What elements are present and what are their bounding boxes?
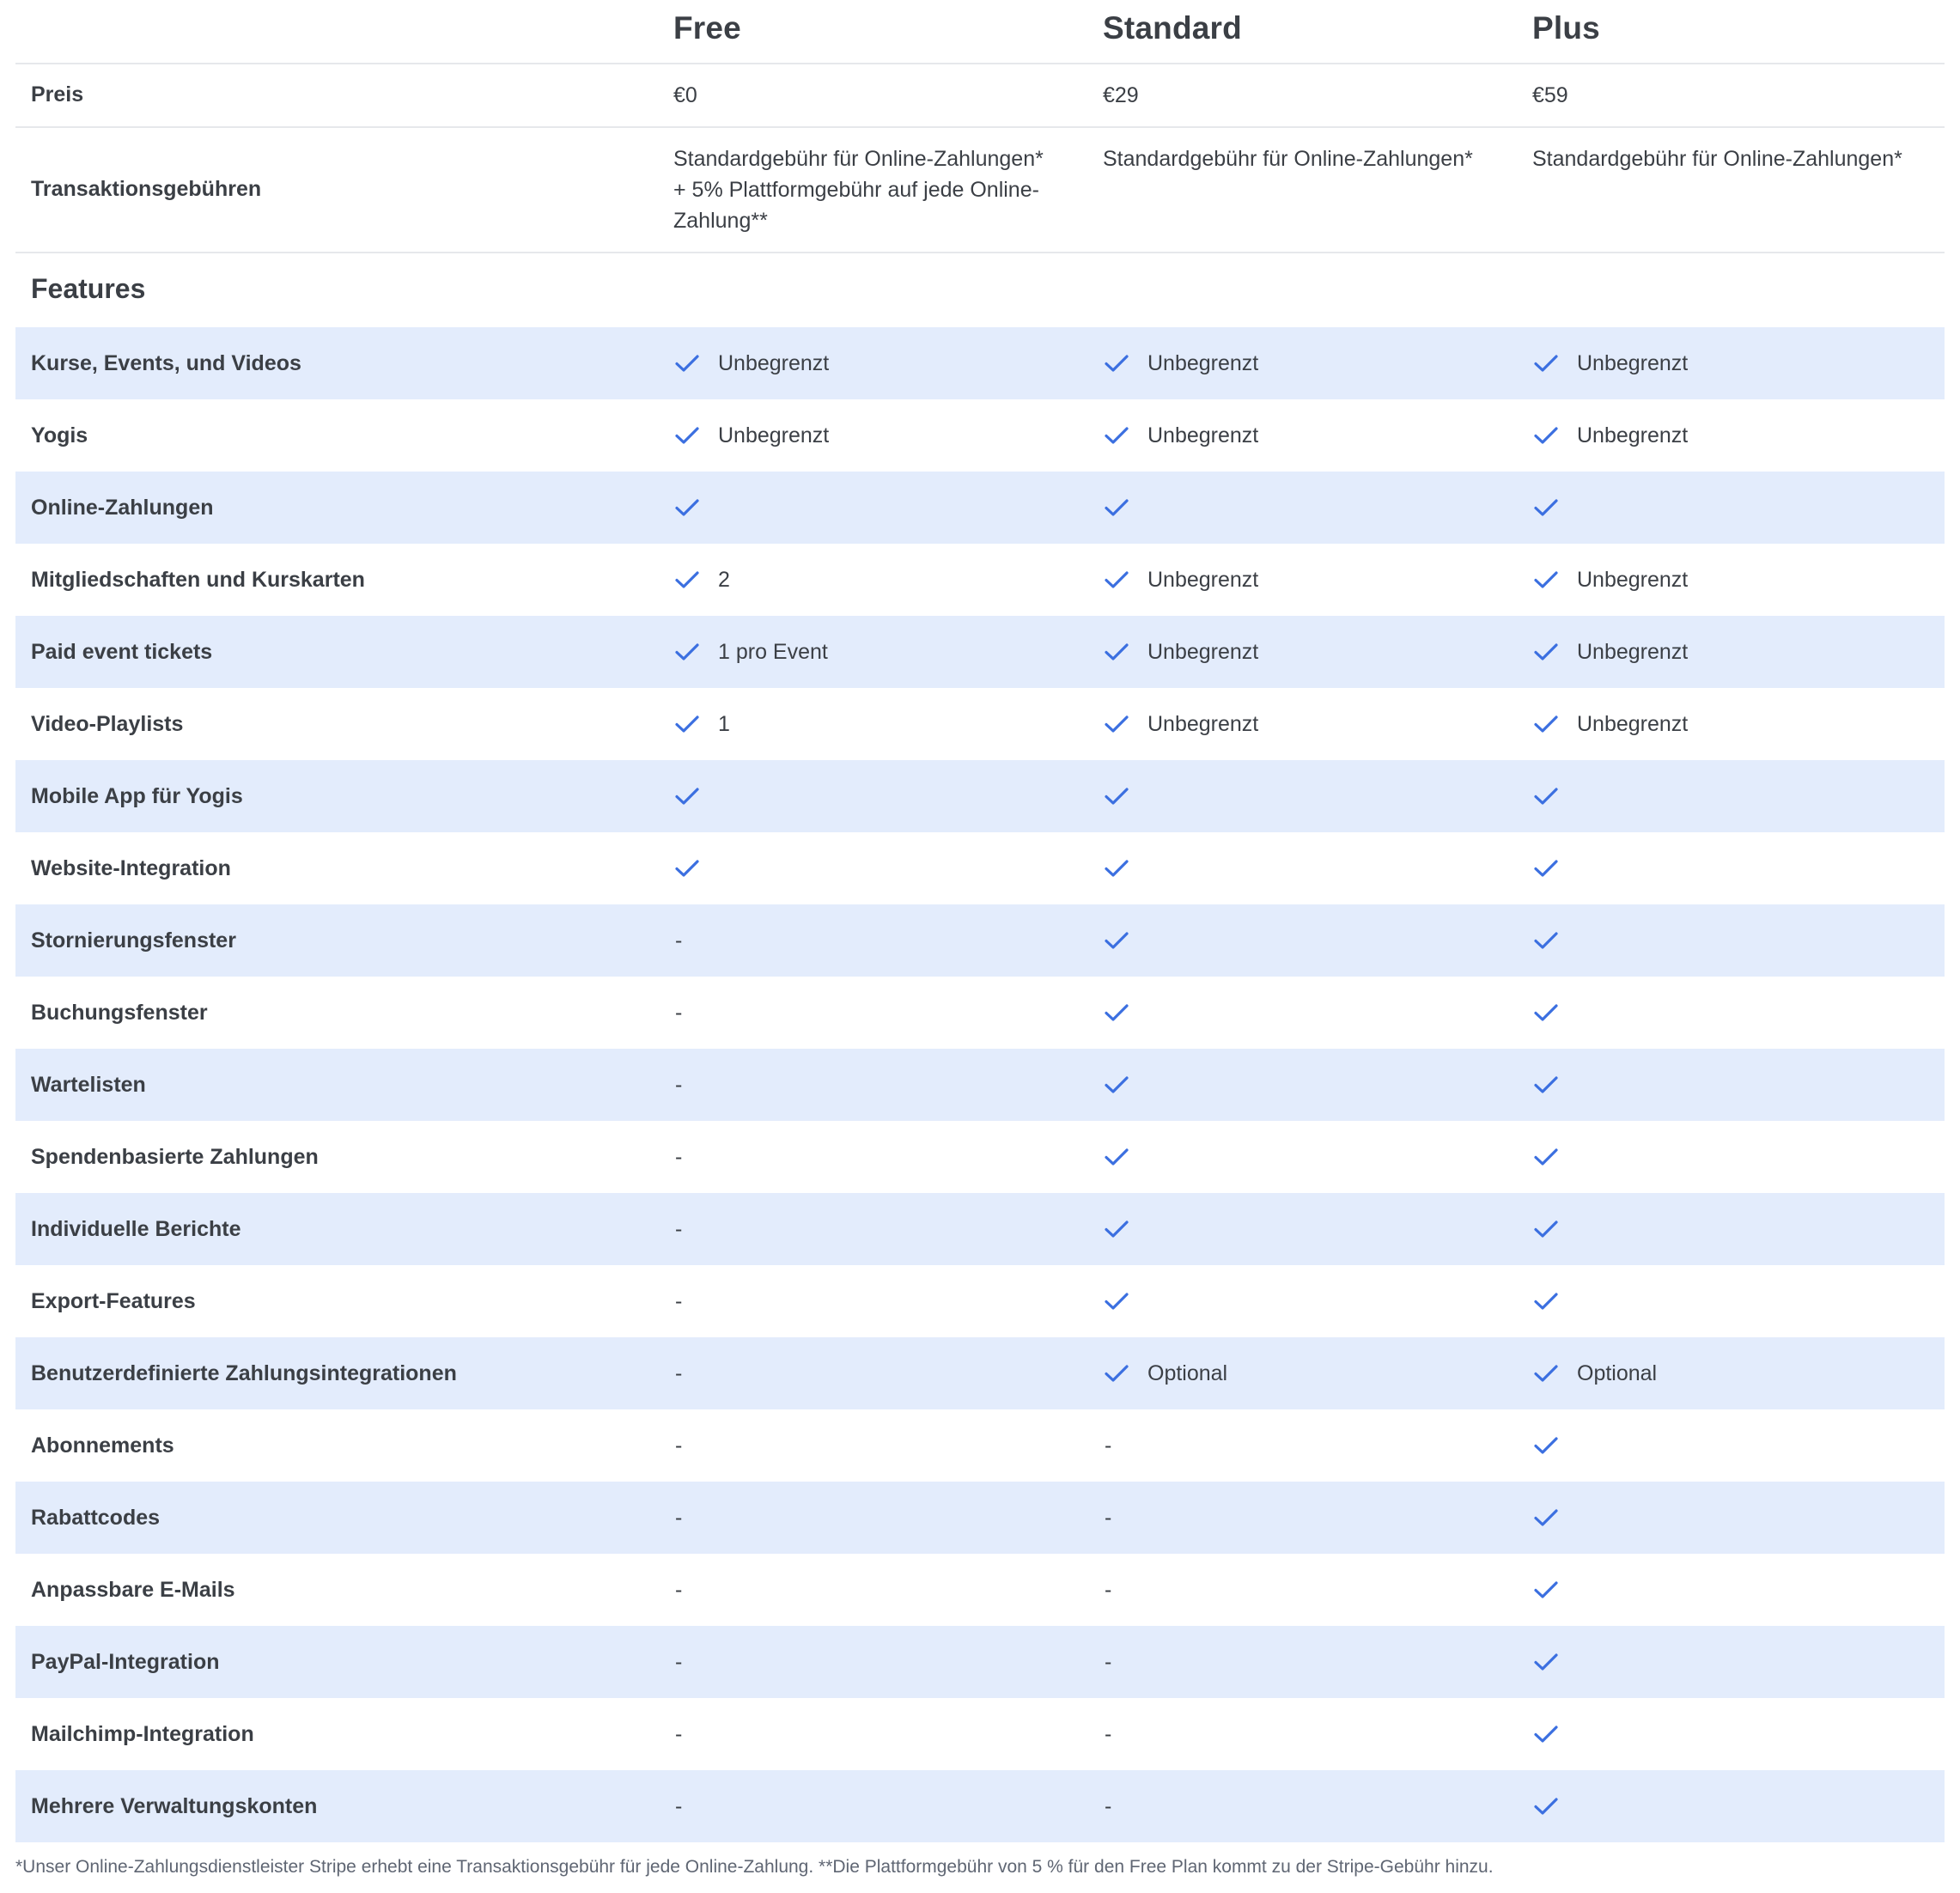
checkmark-icon xyxy=(1532,1215,1560,1243)
feature-row xyxy=(15,1554,1945,1626)
checkmark-icon xyxy=(1532,1504,1560,1531)
checkmark-icon xyxy=(1532,782,1560,810)
not-included-dash: - xyxy=(675,928,683,953)
feature-cell-free xyxy=(673,1626,682,1698)
checkmark-icon xyxy=(1532,1071,1560,1099)
checkmark-icon xyxy=(1103,999,1130,1026)
feature-cell-standard xyxy=(1103,1409,1111,1482)
checkmark-icon xyxy=(1532,494,1560,521)
feature-label: Video-Playlists xyxy=(31,711,184,736)
feature-label: Online-Zahlungen xyxy=(31,495,214,520)
divider xyxy=(15,63,1945,64)
feature-label: Export-Features xyxy=(31,1288,196,1313)
plan-header-free: Free xyxy=(673,10,741,46)
feature-value: 1 xyxy=(718,712,730,736)
not-included-dash: - xyxy=(675,1650,683,1674)
checkmark-icon xyxy=(1532,927,1560,954)
feature-label: Paid event tickets xyxy=(31,639,213,664)
feature-cell-standard xyxy=(1103,472,1147,544)
feature-value: Unbegrenzt xyxy=(1147,568,1259,592)
plan-header-plus: Plus xyxy=(1532,10,1600,46)
feature-cell-plus xyxy=(1532,832,1577,904)
feature-cell-standard xyxy=(1103,1770,1111,1842)
checkmark-icon xyxy=(1103,710,1130,738)
checkmark-icon xyxy=(1532,999,1560,1026)
feature-cell-standard xyxy=(1103,1337,1227,1409)
feature-row xyxy=(15,1626,1945,1698)
transaction-fees-free-line: Zahlung** xyxy=(673,209,768,233)
transaction-fees-free-line: Standardgebühr für Online-Zahlungen* xyxy=(673,147,1044,171)
not-included-dash: - xyxy=(675,1722,683,1746)
feature-label: Mobile App für Yogis xyxy=(31,783,243,808)
feature-cell-plus xyxy=(1532,472,1577,544)
feature-cell-plus xyxy=(1532,327,1688,399)
feature-cell-standard xyxy=(1103,1626,1111,1698)
feature-cell-free xyxy=(673,472,718,544)
feature-row xyxy=(15,688,1945,760)
feature-label: Website-Integration xyxy=(31,855,231,880)
checkmark-icon xyxy=(1103,927,1130,954)
feature-cell-standard xyxy=(1103,760,1147,832)
checkmark-icon xyxy=(1532,710,1560,738)
checkmark-icon xyxy=(1103,1071,1130,1099)
transaction-fees-free xyxy=(673,143,1044,236)
feature-cell-standard xyxy=(1103,1698,1111,1770)
feature-label: Stornierungsfenster xyxy=(31,928,236,953)
feature-label: Kurse, Events, und Videos xyxy=(31,350,301,375)
feature-value: Unbegrenzt xyxy=(1577,423,1689,447)
checkmark-icon xyxy=(1532,855,1560,882)
feature-cell-standard xyxy=(1103,1121,1147,1193)
checkmark-icon xyxy=(1532,1720,1560,1748)
feature-label: Rabattcodes xyxy=(31,1505,161,1530)
transaction-fees-label: Transaktionsgebühren xyxy=(31,177,262,201)
feature-cell-standard xyxy=(1103,1265,1147,1337)
feature-row xyxy=(15,760,1945,832)
feature-label: Yogis xyxy=(31,423,88,447)
feature-row xyxy=(15,1482,1945,1554)
checkmark-icon xyxy=(1532,1143,1560,1171)
feature-cell-standard xyxy=(1103,399,1258,472)
divider xyxy=(15,252,1945,253)
feature-label: Individuelle Berichte xyxy=(31,1216,241,1241)
feature-cell-free xyxy=(673,904,682,977)
feature-row xyxy=(15,327,1945,399)
not-included-dash: - xyxy=(675,1001,683,1025)
feature-cell-free xyxy=(673,688,730,760)
not-included-dash: - xyxy=(675,1506,683,1530)
feature-value: Unbegrenzt xyxy=(1147,712,1259,736)
checkmark-icon xyxy=(673,566,701,593)
feature-cell-standard xyxy=(1103,904,1147,977)
feature-cell-free xyxy=(673,1409,682,1482)
feature-row xyxy=(15,544,1945,616)
price-free: €0 xyxy=(673,83,697,107)
not-included-dash: - xyxy=(1105,1722,1112,1746)
transaction-fees-standard: Standardgebühr für Online-Zahlungen* xyxy=(1103,147,1473,171)
feature-label: Wartelisten xyxy=(31,1072,146,1097)
feature-row xyxy=(15,1265,1945,1337)
checkmark-icon xyxy=(673,494,701,521)
feature-label: Anpassbare E-Mails xyxy=(31,1577,235,1602)
feature-row xyxy=(15,1193,1945,1265)
feature-cell-plus xyxy=(1532,1482,1577,1554)
not-included-dash: - xyxy=(1105,1578,1112,1602)
checkmark-icon xyxy=(1103,855,1130,882)
feature-cell-free xyxy=(673,327,829,399)
checkmark-icon xyxy=(1103,422,1130,449)
feature-cell-plus xyxy=(1532,616,1688,688)
feature-cell-free xyxy=(673,1121,682,1193)
checkmark-icon xyxy=(1103,1143,1130,1171)
feature-cell-standard xyxy=(1103,1554,1111,1626)
feature-cell-standard xyxy=(1103,832,1147,904)
feature-cell-standard xyxy=(1103,616,1258,688)
feature-value: 2 xyxy=(718,568,730,592)
feature-cell-free xyxy=(673,1482,682,1554)
checkmark-icon xyxy=(1103,350,1130,377)
feature-row xyxy=(15,1409,1945,1482)
feature-cell-plus xyxy=(1532,1049,1577,1121)
feature-cell-plus xyxy=(1532,1409,1577,1482)
checkmark-icon xyxy=(1103,566,1130,593)
feature-cell-free xyxy=(673,977,682,1049)
feature-value: Unbegrenzt xyxy=(1147,640,1259,664)
feature-cell-standard xyxy=(1103,327,1258,399)
feature-cell-standard xyxy=(1103,1193,1147,1265)
not-included-dash: - xyxy=(675,1794,683,1818)
feature-cell-free xyxy=(673,399,829,472)
feature-cell-free xyxy=(673,1265,682,1337)
feature-row xyxy=(15,904,1945,977)
feature-cell-free xyxy=(673,832,718,904)
feature-row xyxy=(15,832,1945,904)
not-included-dash: - xyxy=(675,1433,683,1458)
not-included-dash: - xyxy=(1105,1433,1112,1458)
feature-value: Optional xyxy=(1577,1361,1658,1385)
checkmark-icon xyxy=(1532,1576,1560,1604)
feature-cell-free xyxy=(673,1770,682,1842)
feature-row xyxy=(15,1337,1945,1409)
not-included-dash: - xyxy=(675,1578,683,1602)
checkmark-icon xyxy=(1532,422,1560,449)
not-included-dash: - xyxy=(675,1217,683,1241)
feature-row xyxy=(15,399,1945,472)
footnote: *Unser Online-Zahlungsdienstleister Stripe erhebt eine Transaktionsgebühr für jede Online-Zahlung. **Die Plattformgebühr von 5 % für den Free Plan kommt zu der Stripe-Gebühr hinzu. xyxy=(15,1857,1494,1877)
feature-label: Mitgliedschaften und Kurskarten xyxy=(31,567,365,592)
feature-cell-standard xyxy=(1103,977,1147,1049)
checkmark-icon xyxy=(1532,566,1560,593)
checkmark-icon xyxy=(673,638,701,666)
feature-label: Spendenbasierte Zahlungen xyxy=(31,1144,319,1169)
feature-cell-plus xyxy=(1532,399,1688,472)
feature-cell-free xyxy=(673,616,828,688)
transaction-fees-plus: Standardgebühr für Online-Zahlungen* xyxy=(1532,147,1902,171)
feature-cell-plus xyxy=(1532,904,1577,977)
feature-value: Unbegrenzt xyxy=(1577,640,1689,664)
feature-cell-plus xyxy=(1532,1337,1657,1409)
feature-value: Unbegrenzt xyxy=(1577,568,1689,592)
not-included-dash: - xyxy=(675,1361,683,1385)
feature-cell-free xyxy=(673,760,718,832)
checkmark-icon xyxy=(673,422,701,449)
feature-cell-standard xyxy=(1103,544,1258,616)
not-included-dash: - xyxy=(1105,1506,1112,1530)
feature-value: Unbegrenzt xyxy=(718,423,830,447)
not-included-dash: - xyxy=(1105,1794,1112,1818)
feature-value: Optional xyxy=(1147,1361,1228,1385)
price-plus: €59 xyxy=(1532,83,1568,107)
feature-cell-plus xyxy=(1532,1698,1577,1770)
feature-label: Benutzerdefinierte Zahlungsintegrationen xyxy=(31,1360,457,1385)
checkmark-icon xyxy=(1532,1287,1560,1315)
feature-cell-plus xyxy=(1532,1121,1577,1193)
feature-cell-plus xyxy=(1532,760,1577,832)
feature-cell-plus xyxy=(1532,1554,1577,1626)
checkmark-icon xyxy=(1103,1215,1130,1243)
feature-row xyxy=(15,1121,1945,1193)
feature-cell-plus xyxy=(1532,977,1577,1049)
feature-value: Unbegrenzt xyxy=(1147,351,1259,375)
price-standard: €29 xyxy=(1103,83,1139,107)
checkmark-icon xyxy=(673,350,701,377)
feature-row xyxy=(15,977,1945,1049)
feature-value: Unbegrenzt xyxy=(718,351,830,375)
feature-row xyxy=(15,1770,1945,1842)
not-included-dash: - xyxy=(1105,1650,1112,1674)
feature-cell-free xyxy=(673,1193,682,1265)
feature-cell-standard xyxy=(1103,1049,1147,1121)
feature-cell-free xyxy=(673,544,730,616)
checkmark-icon xyxy=(1532,350,1560,377)
checkmark-icon xyxy=(1103,1287,1130,1315)
feature-cell-free xyxy=(673,1337,682,1409)
checkmark-icon xyxy=(1103,638,1130,666)
feature-value: Unbegrenzt xyxy=(1147,423,1259,447)
not-included-dash: - xyxy=(675,1073,683,1097)
feature-row xyxy=(15,472,1945,544)
feature-cell-plus xyxy=(1532,1626,1577,1698)
feature-row xyxy=(15,1049,1945,1121)
feature-cell-standard xyxy=(1103,688,1258,760)
features-title: Features xyxy=(31,273,146,304)
feature-label: Abonnements xyxy=(31,1433,174,1458)
checkmark-icon xyxy=(1103,782,1130,810)
feature-cell-plus xyxy=(1532,1193,1577,1265)
feature-value: 1 pro Event xyxy=(718,640,828,664)
feature-cell-plus xyxy=(1532,1265,1577,1337)
not-included-dash: - xyxy=(675,1145,683,1169)
plan-header-standard: Standard xyxy=(1103,10,1242,46)
feature-label: Buchungsfenster xyxy=(31,1000,208,1025)
checkmark-icon xyxy=(1532,1432,1560,1459)
transaction-fees-free-line: + 5% Plattformgebühr auf jede Online- xyxy=(673,178,1039,202)
divider xyxy=(15,126,1945,128)
feature-cell-plus xyxy=(1532,1770,1577,1842)
not-included-dash: - xyxy=(675,1289,683,1313)
checkmark-icon xyxy=(1532,638,1560,666)
feature-cell-free xyxy=(673,1698,682,1770)
checkmark-icon xyxy=(1532,1793,1560,1820)
checkmark-icon xyxy=(673,710,701,738)
checkmark-icon xyxy=(673,782,701,810)
feature-value: Unbegrenzt xyxy=(1577,712,1689,736)
feature-cell-standard xyxy=(1103,1482,1111,1554)
feature-label: PayPal-Integration xyxy=(31,1649,220,1674)
feature-row xyxy=(15,1698,1945,1770)
price-label: Preis xyxy=(31,82,84,107)
feature-cell-free xyxy=(673,1049,682,1121)
feature-cell-plus xyxy=(1532,544,1688,616)
feature-label: Mailchimp-Integration xyxy=(31,1721,254,1746)
feature-value: Unbegrenzt xyxy=(1577,351,1689,375)
feature-row xyxy=(15,616,1945,688)
checkmark-icon xyxy=(1103,494,1130,521)
feature-cell-free xyxy=(673,1554,682,1626)
feature-label: Mehrere Verwaltungskonten xyxy=(31,1793,318,1818)
checkmark-icon xyxy=(673,855,701,882)
checkmark-icon xyxy=(1532,1360,1560,1387)
checkmark-icon xyxy=(1532,1648,1560,1676)
checkmark-icon xyxy=(1103,1360,1130,1387)
feature-cell-plus xyxy=(1532,688,1688,760)
